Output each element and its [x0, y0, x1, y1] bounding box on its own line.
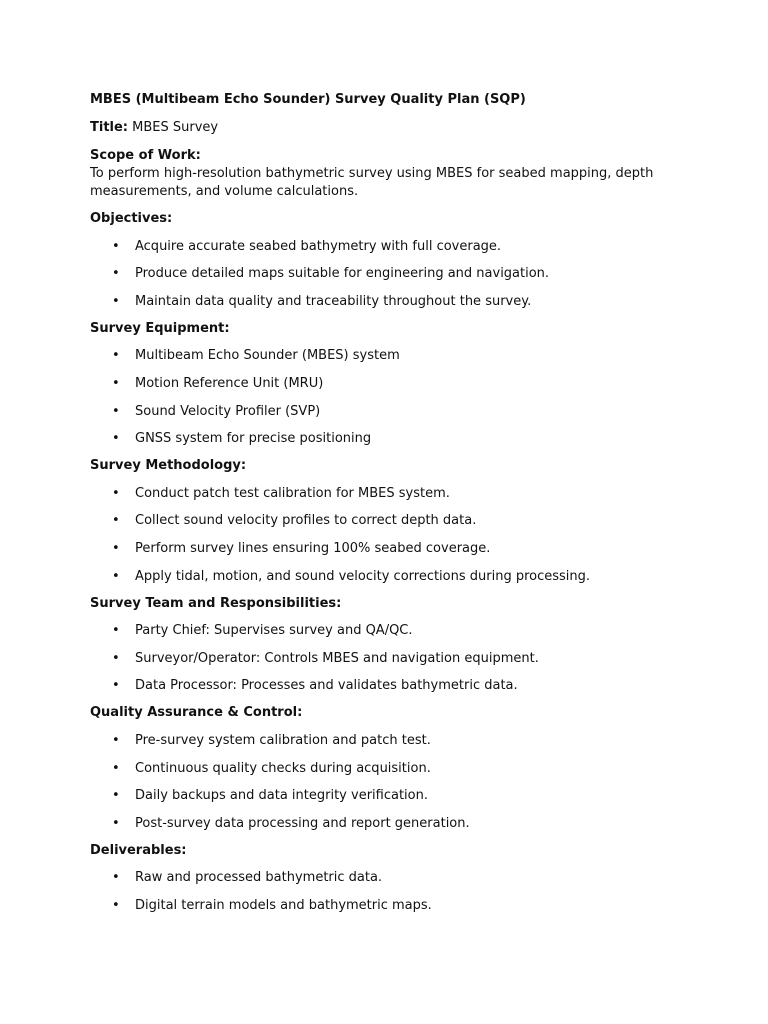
section-heading: Quality Assurance & Control:	[90, 705, 303, 721]
list-item	[90, 622, 690, 640]
bullet-icon: •	[112, 348, 120, 364]
document-page	[90, 91, 690, 915]
bullet-icon: •	[112, 375, 120, 391]
list-item-text: Raw and processed bathymetric data.	[135, 870, 383, 886]
list-item	[90, 897, 690, 915]
list-item-text: Motion Reference Unit (MRU)	[135, 375, 324, 391]
bullet-icon: •	[112, 540, 120, 556]
section-deliverables	[90, 842, 690, 915]
bullet-icon: •	[112, 623, 120, 639]
list-item-text: Continuous quality checks during acquisition.	[135, 760, 431, 776]
list-item-text: Apply tidal, motion, and sound velocity corrections during processing.	[135, 568, 591, 584]
list-item-text: Produce detailed maps suitable for engineering and navigation.	[135, 266, 550, 282]
title-label: Title:	[90, 120, 129, 135]
bullet-icon: •	[112, 870, 120, 886]
sections-container	[90, 210, 690, 915]
list-item-text: Collect sound velocity profiles to correct depth data.	[135, 513, 477, 529]
bullet-list	[90, 869, 690, 915]
list-item-text: Post-survey data processing and report generation.	[135, 815, 470, 831]
list-item-text: Data Processor: Processes and validates bathymetric data.	[135, 678, 518, 694]
bullet-icon: •	[112, 650, 120, 666]
list-item-text: GNSS system for precise positioning	[135, 431, 372, 447]
bullet-icon: •	[112, 732, 120, 748]
section-heading: Deliverables:	[90, 842, 187, 858]
list-item-text: Conduct patch test calibration for MBES system.	[135, 485, 450, 501]
section-heading: Survey Methodology:	[90, 458, 247, 474]
list-item	[90, 568, 690, 586]
bullet-icon: •	[112, 293, 120, 309]
section-survey-team-and-responsibilities	[90, 595, 690, 696]
list-item	[90, 347, 690, 365]
list-item	[90, 650, 690, 668]
list-item-text: Multibeam Echo Sounder (MBES) system	[135, 348, 400, 364]
list-item	[90, 512, 690, 530]
list-item	[90, 403, 690, 421]
bullet-icon: •	[112, 788, 120, 804]
title-line	[90, 119, 690, 137]
list-item-text: Maintain data quality and traceability throughout the survey.	[135, 293, 532, 309]
section-survey-equipment	[90, 320, 690, 448]
bullet-icon: •	[112, 678, 120, 694]
document-title: MBES (Multibeam Echo Sounder) Survey Quality Plan (SQP)	[90, 92, 526, 107]
scope-text: To perform high-resolution bathymetric survey using MBES for seabed mapping, depth measurements, and volume calculations.	[90, 166, 654, 199]
list-item-text: Perform survey lines ensuring 100% seabed coverage.	[135, 540, 491, 556]
list-item	[90, 265, 690, 283]
bullet-list	[90, 732, 690, 833]
list-item	[90, 485, 690, 503]
section-heading: Survey Equipment:	[90, 320, 230, 336]
bullet-icon: •	[112, 485, 120, 501]
bullet-icon: •	[112, 513, 120, 529]
list-item	[90, 869, 690, 887]
list-item-text: Sound Velocity Profiler (SVP)	[135, 403, 321, 419]
list-item-text: Surveyor/Operator: Controls MBES and navigation equipment.	[135, 650, 539, 666]
bullet-icon: •	[112, 431, 120, 447]
list-item	[90, 293, 690, 311]
list-item-text: Digital terrain models and bathymetric maps.	[135, 897, 432, 913]
section-survey-methodology	[90, 457, 690, 585]
section-heading: Objectives:	[90, 211, 173, 226]
bullet-icon: •	[112, 266, 120, 282]
list-item	[90, 375, 690, 393]
section-quality-assurance-control	[90, 704, 690, 832]
list-item-text: Acquire accurate seabed bathymetry with full coverage.	[135, 238, 502, 254]
list-item-text: Daily backups and data integrity verification.	[135, 788, 428, 804]
bullet-icon: •	[112, 760, 120, 776]
bullet-list	[90, 485, 690, 586]
bullet-icon: •	[112, 815, 120, 831]
list-item	[90, 540, 690, 558]
list-item	[90, 815, 690, 833]
scope-of-work	[90, 147, 690, 201]
bullet-icon: •	[112, 238, 120, 254]
list-item	[90, 787, 690, 805]
list-item	[90, 677, 690, 695]
bullet-list	[90, 622, 690, 695]
list-item-text: Pre-survey system calibration and patch test.	[135, 732, 431, 748]
list-item-text: Party Chief: Supervises survey and QA/QC.	[135, 623, 413, 639]
scope-heading: Scope of Work:	[90, 148, 201, 163]
list-item	[90, 430, 690, 448]
section-heading: Survey Team and Responsibilities:	[90, 595, 342, 611]
bullet-icon: •	[112, 568, 120, 584]
section-objectives	[90, 210, 690, 311]
bullet-list	[90, 238, 690, 311]
list-item	[90, 760, 690, 778]
list-item	[90, 238, 690, 256]
title-value: MBES Survey	[128, 120, 219, 135]
bullet-list	[90, 347, 690, 448]
bullet-icon: •	[112, 897, 120, 913]
bullet-icon: •	[112, 403, 120, 419]
list-item	[90, 732, 690, 750]
